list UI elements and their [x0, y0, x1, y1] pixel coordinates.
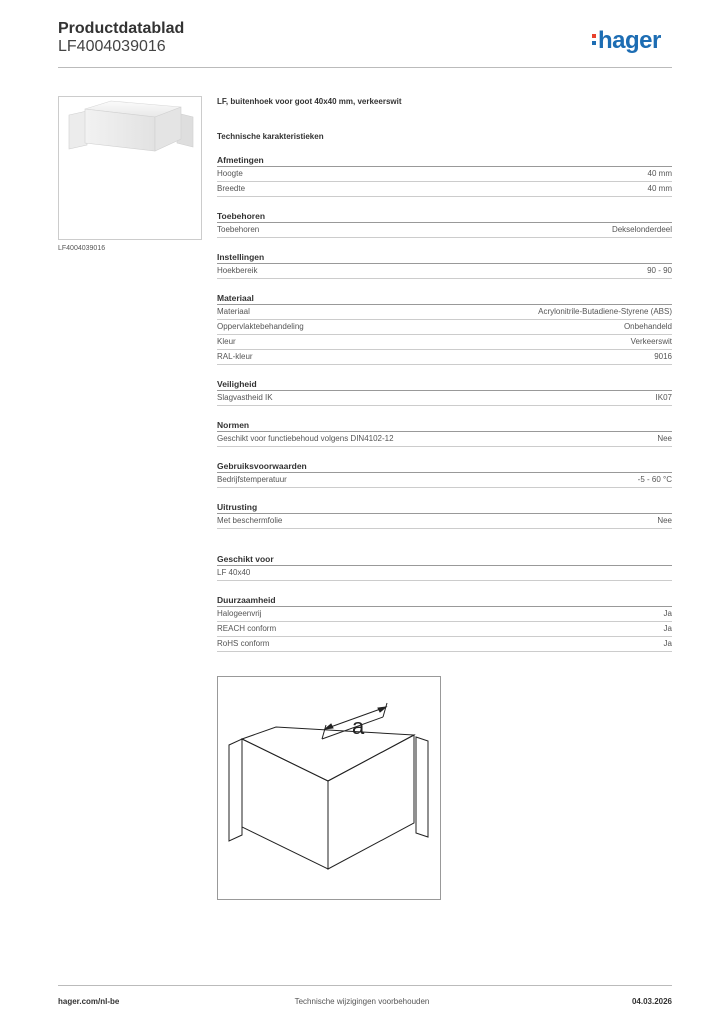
photo-caption: LF4004039016 — [58, 245, 106, 252]
spec-row — [217, 432, 672, 447]
spec-value: 40 mm — [647, 184, 672, 193]
spec-content — [217, 97, 672, 686]
spec-section — [217, 210, 672, 238]
spec-sections — [217, 154, 672, 652]
spec-key: Toebehoren — [217, 225, 260, 234]
spec-row — [217, 391, 672, 406]
spec-value: Dekselonderdeel — [611, 225, 672, 234]
spec-section — [217, 292, 672, 365]
spec-key: REACH conform — [217, 624, 277, 633]
spec-value: Acrylonitrile-Butadiene-Styrene (ABS) — [538, 307, 672, 316]
spec-row — [217, 305, 672, 320]
footer-date: 04.03.2026 — [631, 997, 672, 1006]
tech-heading: Technische karakteristieken — [217, 132, 324, 141]
spec-row — [217, 182, 672, 197]
section-title: Materiaal — [217, 292, 672, 305]
spec-row — [217, 514, 672, 529]
spec-value: 9016 — [654, 352, 672, 361]
section-title: Toebehoren — [217, 210, 672, 223]
section-title: Duurzaamheid — [217, 594, 672, 607]
spec-value: Nee — [657, 434, 672, 443]
section-title: Geschikt voor — [217, 553, 672, 566]
spec-key: Breedte — [217, 184, 246, 193]
product-code: LF4004039016 — [58, 38, 166, 55]
technical-drawing — [217, 676, 441, 900]
logo-colon-icon — [592, 34, 596, 45]
spec-value: IK07 — [655, 393, 672, 402]
spec-row — [217, 167, 672, 182]
spec-row — [217, 320, 672, 335]
spec-row — [217, 607, 672, 622]
spec-key: RAL-kleur — [217, 352, 253, 361]
hager-logo — [592, 27, 661, 55]
footer-note: Technische wijzigingen voorbehouden — [294, 997, 430, 1006]
spec-value: Ja — [663, 609, 672, 618]
spec-key: RoHS conform — [217, 639, 270, 648]
spec-key: Kleur — [217, 337, 236, 346]
spec-key: Hoogte — [217, 169, 243, 178]
spec-section — [217, 553, 672, 581]
spec-value: Ja — [663, 624, 672, 633]
spec-row — [217, 350, 672, 365]
product-title: LF, buitenhoek voor goot 40x40 mm, verkeerswit — [217, 97, 402, 106]
spec-row — [217, 335, 672, 350]
spec-value: Verkeerswit — [630, 337, 672, 346]
spec-key: Halogeenvrij — [217, 609, 262, 618]
spec-key: LF 40x40 — [217, 568, 251, 577]
spec-section — [217, 501, 672, 529]
section-title: Normen — [217, 419, 672, 432]
spec-key: Geschikt voor functiebehoud volgens DIN4102-12 — [217, 434, 394, 443]
page-title: Productdatablad — [58, 20, 185, 37]
dimension-label: a — [352, 714, 365, 739]
spec-key: Slagvastheid IK — [217, 393, 273, 402]
spec-row — [217, 223, 672, 238]
section-title: Instellingen — [217, 251, 672, 264]
section-title: Afmetingen — [217, 154, 672, 167]
spec-value: 40 mm — [647, 169, 672, 178]
spec-section — [217, 419, 672, 447]
spec-key: Bedrijfstemperatuur — [217, 475, 287, 484]
footer-url[interactable]: hager.com/nl-be — [58, 997, 120, 1006]
spec-value: -5 - 60 °C — [637, 475, 672, 484]
spec-row — [217, 264, 672, 279]
product-photo-image — [59, 97, 201, 239]
corner-drawing-svg — [218, 677, 440, 899]
footer-divider — [58, 985, 672, 986]
spec-section — [217, 251, 672, 279]
spec-section — [217, 594, 672, 652]
spec-key: Oppervlaktebehandeling — [217, 322, 304, 331]
spec-value: Nee — [657, 516, 672, 525]
logo-text: hager — [598, 27, 661, 54]
spec-section — [217, 154, 672, 197]
spec-row — [217, 622, 672, 637]
spec-key: Materiaal — [217, 307, 250, 316]
spec-value: Ja — [663, 639, 672, 648]
spec-value: Onbehandeld — [623, 322, 672, 331]
spec-section — [217, 378, 672, 406]
spec-section — [217, 460, 672, 488]
spec-row — [217, 473, 672, 488]
spec-value: 90 - 90 — [647, 266, 672, 275]
section-title: Uitrusting — [217, 501, 672, 514]
spec-key: Hoekbereik — [217, 266, 258, 275]
section-title: Veiligheid — [217, 378, 672, 391]
product-photo — [58, 96, 202, 240]
spec-key: Met beschermfolie — [217, 516, 283, 525]
spec-row — [217, 566, 672, 581]
header-divider — [58, 67, 672, 68]
section-title: Gebruiksvoorwaarden — [217, 460, 672, 473]
spec-row — [217, 637, 672, 652]
